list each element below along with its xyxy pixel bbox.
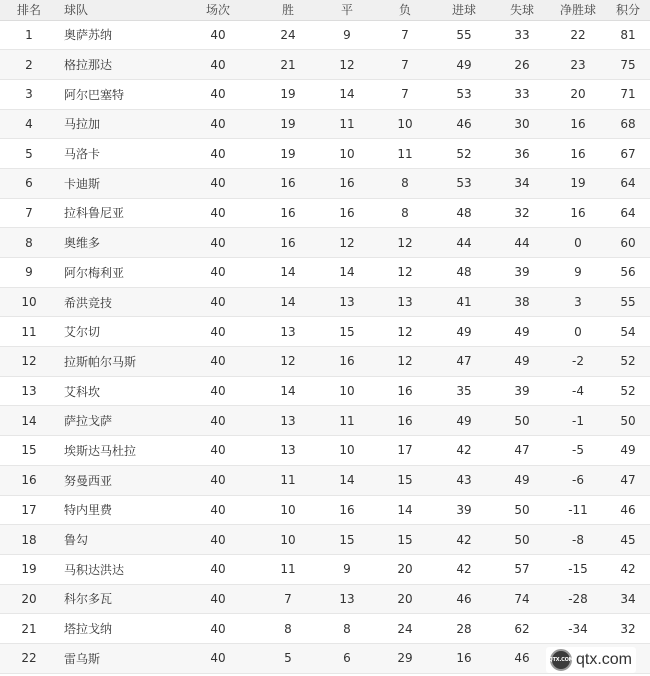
rank-cell: 19 <box>0 554 58 584</box>
rank-cell: 4 <box>0 109 58 139</box>
draws-cell: 14 <box>318 258 376 288</box>
goal-difference-cell: -5 <box>550 436 606 466</box>
draws-cell: 9 <box>318 554 376 584</box>
goals-against-cell: 30 <box>494 109 550 139</box>
played-cell: 40 <box>178 525 258 555</box>
draws-cell: 11 <box>318 109 376 139</box>
goals-for-cell: 28 <box>434 614 494 644</box>
goals-against-cell: 38 <box>494 287 550 317</box>
rank-cell: 15 <box>0 436 58 466</box>
losses-cell: 20 <box>376 584 434 614</box>
wins-cell: 14 <box>258 287 318 317</box>
losses-cell: 16 <box>376 406 434 436</box>
goals-for-cell: 42 <box>434 554 494 584</box>
losses-cell: 7 <box>376 50 434 80</box>
draws-cell: 15 <box>318 317 376 347</box>
wins-cell: 12 <box>258 347 318 377</box>
goal-difference-cell: -28 <box>550 584 606 614</box>
wins-cell: 7 <box>258 584 318 614</box>
points-cell: 50 <box>606 406 650 436</box>
goals-for-cell: 47 <box>434 347 494 377</box>
table-row <box>0 228 650 258</box>
draws-cell: 13 <box>318 584 376 614</box>
goals-against-cell: 46 <box>494 643 550 673</box>
goals-against-cell: 33 <box>494 20 550 50</box>
team-cell: 马积达洪达 <box>58 554 178 584</box>
wins-cell: 24 <box>258 20 318 50</box>
table-row <box>0 554 650 584</box>
played-cell: 40 <box>178 168 258 198</box>
rank-cell: 18 <box>0 525 58 555</box>
goals-for-cell: 46 <box>434 109 494 139</box>
points-cell: 64 <box>606 168 650 198</box>
team-cell: 奥萨苏纳 <box>58 20 178 50</box>
losses-cell: 20 <box>376 554 434 584</box>
draws-cell: 12 <box>318 228 376 258</box>
draws-cell: 16 <box>318 347 376 377</box>
team-cell: 雷乌斯 <box>58 643 178 673</box>
team-cell: 特内里费 <box>58 495 178 525</box>
table-row <box>0 376 650 406</box>
rank-cell: 1 <box>0 20 58 50</box>
table-row <box>0 20 650 50</box>
losses-cell: 7 <box>376 79 434 109</box>
team-cell: 艾尔切 <box>58 317 178 347</box>
team-cell: 马洛卡 <box>58 139 178 169</box>
rank-cell: 20 <box>0 584 58 614</box>
played-cell: 40 <box>178 287 258 317</box>
watermark-text: qtx.com <box>575 651 632 668</box>
points-cell: 67 <box>606 139 650 169</box>
rank-cell: 14 <box>0 406 58 436</box>
losses-cell: 15 <box>376 525 434 555</box>
points-cell: 68 <box>606 109 650 139</box>
points-cell: 42 <box>606 554 650 584</box>
losses-cell: 29 <box>376 643 434 673</box>
team-cell: 希洪竞技 <box>58 287 178 317</box>
points-cell: 60 <box>606 228 650 258</box>
goals-for-cell: 43 <box>434 465 494 495</box>
wins-cell: 14 <box>258 258 318 288</box>
rank-cell: 3 <box>0 79 58 109</box>
rank-cell: 9 <box>0 258 58 288</box>
goals-against-cell: 39 <box>494 376 550 406</box>
wins-cell: 16 <box>258 168 318 198</box>
goals-for-cell: 42 <box>434 436 494 466</box>
losses-cell: 12 <box>376 258 434 288</box>
header-row <box>0 0 650 20</box>
watermark <box>546 647 636 673</box>
goal-difference-cell: -11 <box>550 495 606 525</box>
points-cell: 64 <box>606 198 650 228</box>
wins-cell: 11 <box>258 554 318 584</box>
wins-cell: 16 <box>258 198 318 228</box>
points-cell: 55 <box>606 287 650 317</box>
goals-against-cell: 50 <box>494 525 550 555</box>
table-row <box>0 584 650 614</box>
goals-for-cell: 52 <box>434 139 494 169</box>
goals-for-cell: 53 <box>434 79 494 109</box>
draws-cell: 8 <box>318 614 376 644</box>
qtx-logo-icon <box>550 649 572 671</box>
team-cell: 阿尔巴塞特 <box>58 79 178 109</box>
played-cell: 40 <box>178 258 258 288</box>
goal-difference-cell: 16 <box>550 109 606 139</box>
team-cell: 格拉那达 <box>58 50 178 80</box>
wins-cell: 11 <box>258 465 318 495</box>
played-cell: 40 <box>178 109 258 139</box>
goals-against-cell: 33 <box>494 79 550 109</box>
goals-against-cell: 39 <box>494 258 550 288</box>
points-cell: 52 <box>606 347 650 377</box>
goals-against-cell: 34 <box>494 168 550 198</box>
goals-for-cell: 16 <box>434 643 494 673</box>
losses-cell: 12 <box>376 347 434 377</box>
draws-cell: 11 <box>318 406 376 436</box>
draws-cell: 6 <box>318 643 376 673</box>
played-cell: 40 <box>178 20 258 50</box>
points-cell: 46 <box>606 495 650 525</box>
draws-cell: 14 <box>318 465 376 495</box>
goals-against-cell: 36 <box>494 139 550 169</box>
table-row <box>0 168 650 198</box>
wins-cell: 5 <box>258 643 318 673</box>
table-row <box>0 79 650 109</box>
losses-cell: 17 <box>376 436 434 466</box>
goal-difference-cell: 3 <box>550 287 606 317</box>
standings-body <box>0 20 650 673</box>
goal-difference-cell: -6 <box>550 465 606 495</box>
points-cell: 81 <box>606 20 650 50</box>
goals-against-cell: 32 <box>494 198 550 228</box>
table-row <box>0 525 650 555</box>
table-row <box>0 465 650 495</box>
table-row <box>0 495 650 525</box>
table-row <box>0 317 650 347</box>
table-row <box>0 436 650 466</box>
wins-cell: 8 <box>258 614 318 644</box>
losses-cell: 24 <box>376 614 434 644</box>
draws-cell: 9 <box>318 20 376 50</box>
team-cell: 拉斯帕尔马斯 <box>58 347 178 377</box>
played-cell: 40 <box>178 554 258 584</box>
header-rank: 排名 <box>0 0 58 20</box>
draws-cell: 10 <box>318 139 376 169</box>
rank-cell: 12 <box>0 347 58 377</box>
team-cell: 努曼西亚 <box>58 465 178 495</box>
draws-cell: 14 <box>318 79 376 109</box>
team-cell: 拉科鲁尼亚 <box>58 198 178 228</box>
wins-cell: 13 <box>258 317 318 347</box>
team-cell: 艾科坎 <box>58 376 178 406</box>
wins-cell: 19 <box>258 109 318 139</box>
points-cell: 45 <box>606 525 650 555</box>
team-cell: 阿尔梅利亚 <box>58 258 178 288</box>
table-row <box>0 109 650 139</box>
rank-cell: 22 <box>0 643 58 673</box>
team-cell: 埃斯达马杜拉 <box>58 436 178 466</box>
played-cell: 40 <box>178 376 258 406</box>
points-cell: 75 <box>606 50 650 80</box>
played-cell: 40 <box>178 347 258 377</box>
draws-cell: 16 <box>318 495 376 525</box>
table-row <box>0 258 650 288</box>
losses-cell: 15 <box>376 465 434 495</box>
rank-cell: 17 <box>0 495 58 525</box>
rank-cell: 7 <box>0 198 58 228</box>
goals-against-cell: 50 <box>494 406 550 436</box>
wins-cell: 19 <box>258 79 318 109</box>
team-cell: 卡迪斯 <box>58 168 178 198</box>
team-cell: 科尔多瓦 <box>58 584 178 614</box>
wins-cell: 10 <box>258 525 318 555</box>
goals-for-cell: 53 <box>434 168 494 198</box>
losses-cell: 16 <box>376 376 434 406</box>
goals-for-cell: 44 <box>434 228 494 258</box>
points-cell: 56 <box>606 258 650 288</box>
goal-difference-cell: -4 <box>550 376 606 406</box>
goals-for-cell: 41 <box>434 287 494 317</box>
header-team: 球队 <box>58 0 178 20</box>
header-goal-difference: 净胜球 <box>550 0 606 20</box>
table-row <box>0 406 650 436</box>
rank-cell: 16 <box>0 465 58 495</box>
losses-cell: 10 <box>376 109 434 139</box>
goal-difference-cell: -8 <box>550 525 606 555</box>
points-cell: 54 <box>606 317 650 347</box>
table-row <box>0 50 650 80</box>
rank-cell: 13 <box>0 376 58 406</box>
rank-cell: 2 <box>0 50 58 80</box>
rank-cell: 8 <box>0 228 58 258</box>
losses-cell: 12 <box>376 228 434 258</box>
draws-cell: 13 <box>318 287 376 317</box>
goals-against-cell: 26 <box>494 50 550 80</box>
rank-cell: 21 <box>0 614 58 644</box>
team-cell: 萨拉戈萨 <box>58 406 178 436</box>
goals-for-cell: 35 <box>434 376 494 406</box>
goals-against-cell: 74 <box>494 584 550 614</box>
points-cell: 34 <box>606 584 650 614</box>
wins-cell: 10 <box>258 495 318 525</box>
played-cell: 40 <box>178 317 258 347</box>
wins-cell: 14 <box>258 376 318 406</box>
rank-cell: 5 <box>0 139 58 169</box>
goals-against-cell: 49 <box>494 317 550 347</box>
goal-difference-cell: 0 <box>550 317 606 347</box>
wins-cell: 16 <box>258 228 318 258</box>
goals-for-cell: 55 <box>434 20 494 50</box>
table-row <box>0 198 650 228</box>
goal-difference-cell: 22 <box>550 20 606 50</box>
losses-cell: 13 <box>376 287 434 317</box>
draws-cell: 16 <box>318 168 376 198</box>
goals-against-cell: 49 <box>494 465 550 495</box>
header-goals-for: 进球 <box>434 0 494 20</box>
goal-difference-cell: -34 <box>550 614 606 644</box>
draws-cell: 16 <box>318 198 376 228</box>
draws-cell: 10 <box>318 436 376 466</box>
draws-cell: 15 <box>318 525 376 555</box>
goals-for-cell: 49 <box>434 406 494 436</box>
played-cell: 40 <box>178 614 258 644</box>
points-cell: 52 <box>606 376 650 406</box>
table-row <box>0 287 650 317</box>
goal-difference-cell: 0 <box>550 228 606 258</box>
goals-against-cell: 57 <box>494 554 550 584</box>
losses-cell: 14 <box>376 495 434 525</box>
goal-difference-cell: 19 <box>550 168 606 198</box>
goals-against-cell: 44 <box>494 228 550 258</box>
wins-cell: 13 <box>258 406 318 436</box>
losses-cell: 12 <box>376 317 434 347</box>
header-goals-against: 失球 <box>494 0 550 20</box>
team-cell: 鲁勾 <box>58 525 178 555</box>
watermark-logo-text: QTX.COM <box>548 657 574 663</box>
team-cell: 奥维多 <box>58 228 178 258</box>
rank-cell: 10 <box>0 287 58 317</box>
losses-cell: 8 <box>376 168 434 198</box>
wins-cell: 13 <box>258 436 318 466</box>
played-cell: 40 <box>178 198 258 228</box>
points-cell: 49 <box>606 436 650 466</box>
goals-against-cell: 49 <box>494 347 550 377</box>
table-row <box>0 614 650 644</box>
played-cell: 40 <box>178 436 258 466</box>
goals-for-cell: 39 <box>434 495 494 525</box>
played-cell: 40 <box>178 228 258 258</box>
header-played: 场次 <box>178 0 258 20</box>
goals-against-cell: 62 <box>494 614 550 644</box>
goal-difference-cell: 9 <box>550 258 606 288</box>
goal-difference-cell: 23 <box>550 50 606 80</box>
played-cell: 40 <box>178 465 258 495</box>
draws-cell: 10 <box>318 376 376 406</box>
losses-cell: 11 <box>376 139 434 169</box>
played-cell: 40 <box>178 406 258 436</box>
goal-difference-cell: -2 <box>550 347 606 377</box>
played-cell: 40 <box>178 79 258 109</box>
played-cell: 40 <box>178 584 258 614</box>
points-cell: 47 <box>606 465 650 495</box>
goal-difference-cell: 20 <box>550 79 606 109</box>
goals-for-cell: 49 <box>434 317 494 347</box>
header-draws: 平 <box>318 0 376 20</box>
header-points: 积分 <box>606 0 650 20</box>
goals-against-cell: 50 <box>494 495 550 525</box>
goal-difference-cell: 16 <box>550 139 606 169</box>
played-cell: 40 <box>178 495 258 525</box>
table-row <box>0 347 650 377</box>
goals-for-cell: 48 <box>434 258 494 288</box>
goals-for-cell: 46 <box>434 584 494 614</box>
rank-cell: 11 <box>0 317 58 347</box>
goal-difference-cell: 16 <box>550 198 606 228</box>
team-cell: 马拉加 <box>58 109 178 139</box>
goals-for-cell: 49 <box>434 50 494 80</box>
header-losses: 负 <box>376 0 434 20</box>
header-wins: 胜 <box>258 0 318 20</box>
rank-cell: 6 <box>0 168 58 198</box>
goals-for-cell: 42 <box>434 525 494 555</box>
goal-difference-cell: -15 <box>550 554 606 584</box>
points-cell: 32 <box>606 614 650 644</box>
losses-cell: 8 <box>376 198 434 228</box>
played-cell: 40 <box>178 643 258 673</box>
wins-cell: 19 <box>258 139 318 169</box>
table-row <box>0 139 650 169</box>
draws-cell: 12 <box>318 50 376 80</box>
goals-for-cell: 48 <box>434 198 494 228</box>
goal-difference-cell: -1 <box>550 406 606 436</box>
points-cell: 71 <box>606 79 650 109</box>
team-cell: 塔拉戈纳 <box>58 614 178 644</box>
played-cell: 40 <box>178 50 258 80</box>
losses-cell: 7 <box>376 20 434 50</box>
goals-against-cell: 47 <box>494 436 550 466</box>
played-cell: 40 <box>178 139 258 169</box>
wins-cell: 21 <box>258 50 318 80</box>
